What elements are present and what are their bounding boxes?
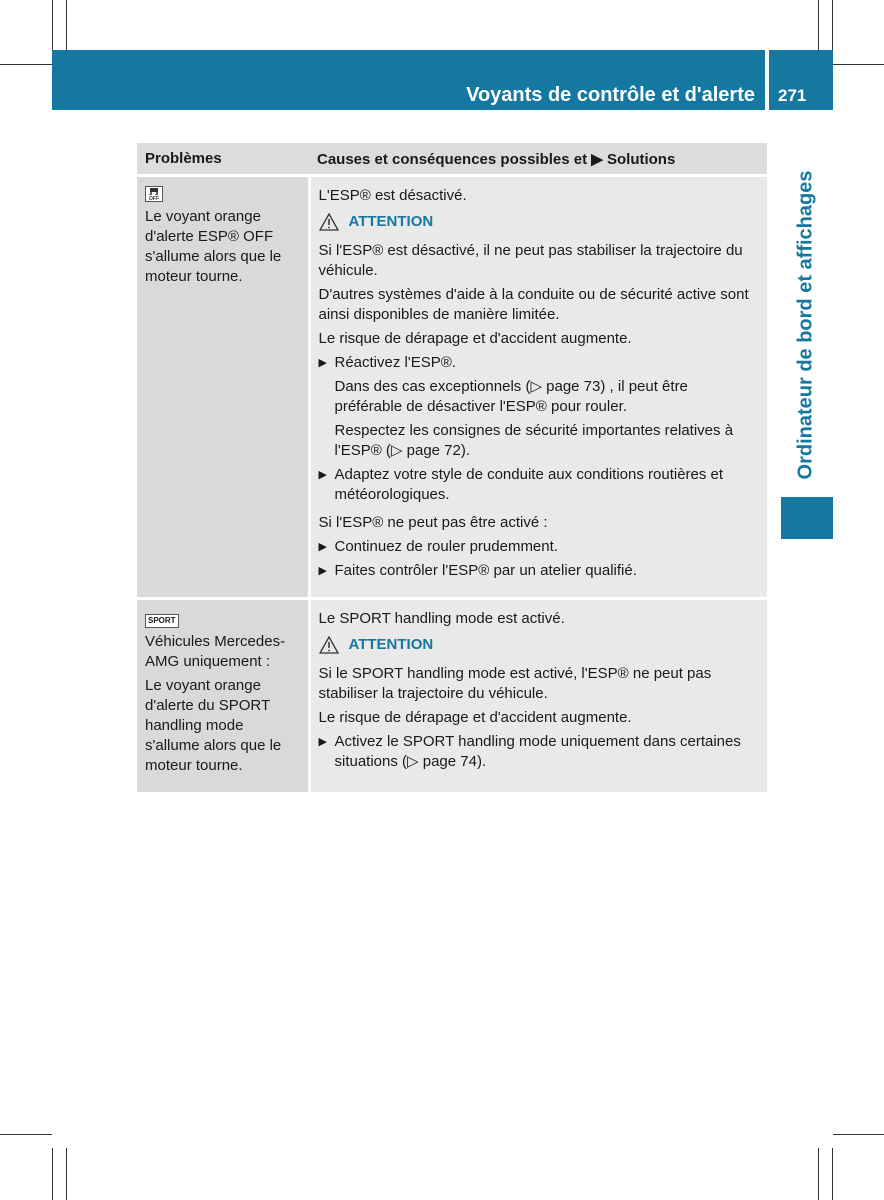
solution-step (319, 353, 760, 373)
crop-mark (833, 1134, 884, 1135)
warning-paragraph: Le risque de dérapage et d'accident augmente. (318, 709, 632, 726)
warning-triangle-icon (319, 636, 339, 654)
header-causes-solutions: Causes et conséquences possibles et ▶ Solutions (309, 143, 767, 176)
warning-label: ATTENTION (348, 213, 434, 230)
problem-text: Véhicules Mercedes-AMG uniquement : (145, 633, 286, 670)
solution-text: Réactivez l'ESP®. (334, 354, 456, 371)
warning-lights-table (137, 143, 767, 792)
sport-mode-icon: SPORT (145, 614, 179, 628)
cause-cell (309, 176, 767, 599)
bullet-arrow-icon: ▶ (318, 541, 327, 553)
problem-text: Le voyant orange d'alerte du SPORT handling mode s'allume alors que le moteur tourne. (145, 677, 282, 774)
problem-text: Le voyant orange d'alerte ESP® OFF s'allume alors que le moteur tourne. (145, 208, 282, 285)
page-number: 271 (778, 86, 807, 105)
crop-mark (832, 1148, 833, 1200)
section-tab-marker (781, 497, 833, 539)
solution-text: Adaptez votre style de conduite aux conditions routières et météorologiques. (334, 466, 724, 503)
warning-label: ATTENTION (348, 636, 434, 653)
warning-notice (319, 635, 760, 655)
bullet-arrow-icon: ▶ (318, 736, 327, 748)
crop-mark (52, 1148, 53, 1200)
table-header-row (137, 143, 767, 176)
warning-paragraph: D'autres systèmes d'aide à la conduite ou de sécurité active sont ainsi disponibles de manière limitée. (318, 286, 749, 323)
solution-detail: Respectez les consignes de sécurité importantes relatives à l'ESP® (▷ page 72). (334, 422, 734, 459)
condition-text: Si l'ESP® ne peut pas être activé : (318, 514, 548, 531)
bullet-arrow-icon: ▶ (318, 565, 327, 577)
crop-mark (833, 64, 884, 65)
crop-mark (832, 0, 833, 50)
crop-mark (52, 0, 53, 50)
section-side-label: Ordinateur de bord et affichages (794, 170, 817, 480)
crop-mark (818, 0, 819, 50)
bullet-arrow-icon: ▶ (318, 357, 327, 369)
page-title: Voyants de contrôle et d'alerte (466, 84, 755, 106)
header-bar (52, 50, 765, 110)
crop-mark (0, 64, 52, 65)
warning-triangle-icon (319, 213, 339, 231)
table-row (137, 599, 767, 793)
table-row (137, 176, 767, 599)
cause-cell (309, 599, 767, 793)
solution-step (319, 537, 760, 557)
solution-text: Continuez de rouler prudemment. (334, 538, 558, 555)
warning-paragraph: Le risque de dérapage et d'accident augmente. (318, 330, 632, 347)
cause-text: Le SPORT handling mode est activé. (318, 610, 565, 627)
problem-cell (137, 176, 309, 599)
warning-notice (319, 212, 760, 232)
cause-text: L'ESP® est désactivé. (318, 187, 467, 204)
header-problems: Problèmes (137, 143, 309, 176)
solution-step (319, 561, 760, 581)
crop-mark (66, 0, 67, 50)
crop-mark (818, 1148, 819, 1200)
solution-text: Faites contrôler l'ESP® par un atelier qualifié. (334, 562, 637, 579)
crop-mark (66, 1148, 67, 1200)
warning-paragraph: Si l'ESP® est désactivé, il ne peut pas stabiliser la trajectoire du véhicule. (318, 242, 743, 279)
problem-cell (137, 599, 309, 793)
bullet-arrow-icon: ▶ (318, 469, 327, 481)
solution-step (319, 465, 760, 505)
crop-mark (0, 1134, 52, 1135)
solution-text: Activez le SPORT handling mode uniquement dans certaines situations (▷ page 74). (334, 733, 741, 770)
svg-text:OFF: OFF (149, 196, 159, 201)
esp-off-icon (145, 186, 163, 202)
solution-detail: Dans des cas exceptionnels (▷ page 73) , il peut être préférable de désactiver l'ESP® pour rouler. (334, 378, 688, 415)
warning-paragraph: Si le SPORT handling mode est activé, l'ESP® ne peut pas stabiliser la trajectoire du véhicule. (318, 665, 712, 702)
solution-step (319, 732, 760, 772)
page-number-box (769, 50, 833, 110)
